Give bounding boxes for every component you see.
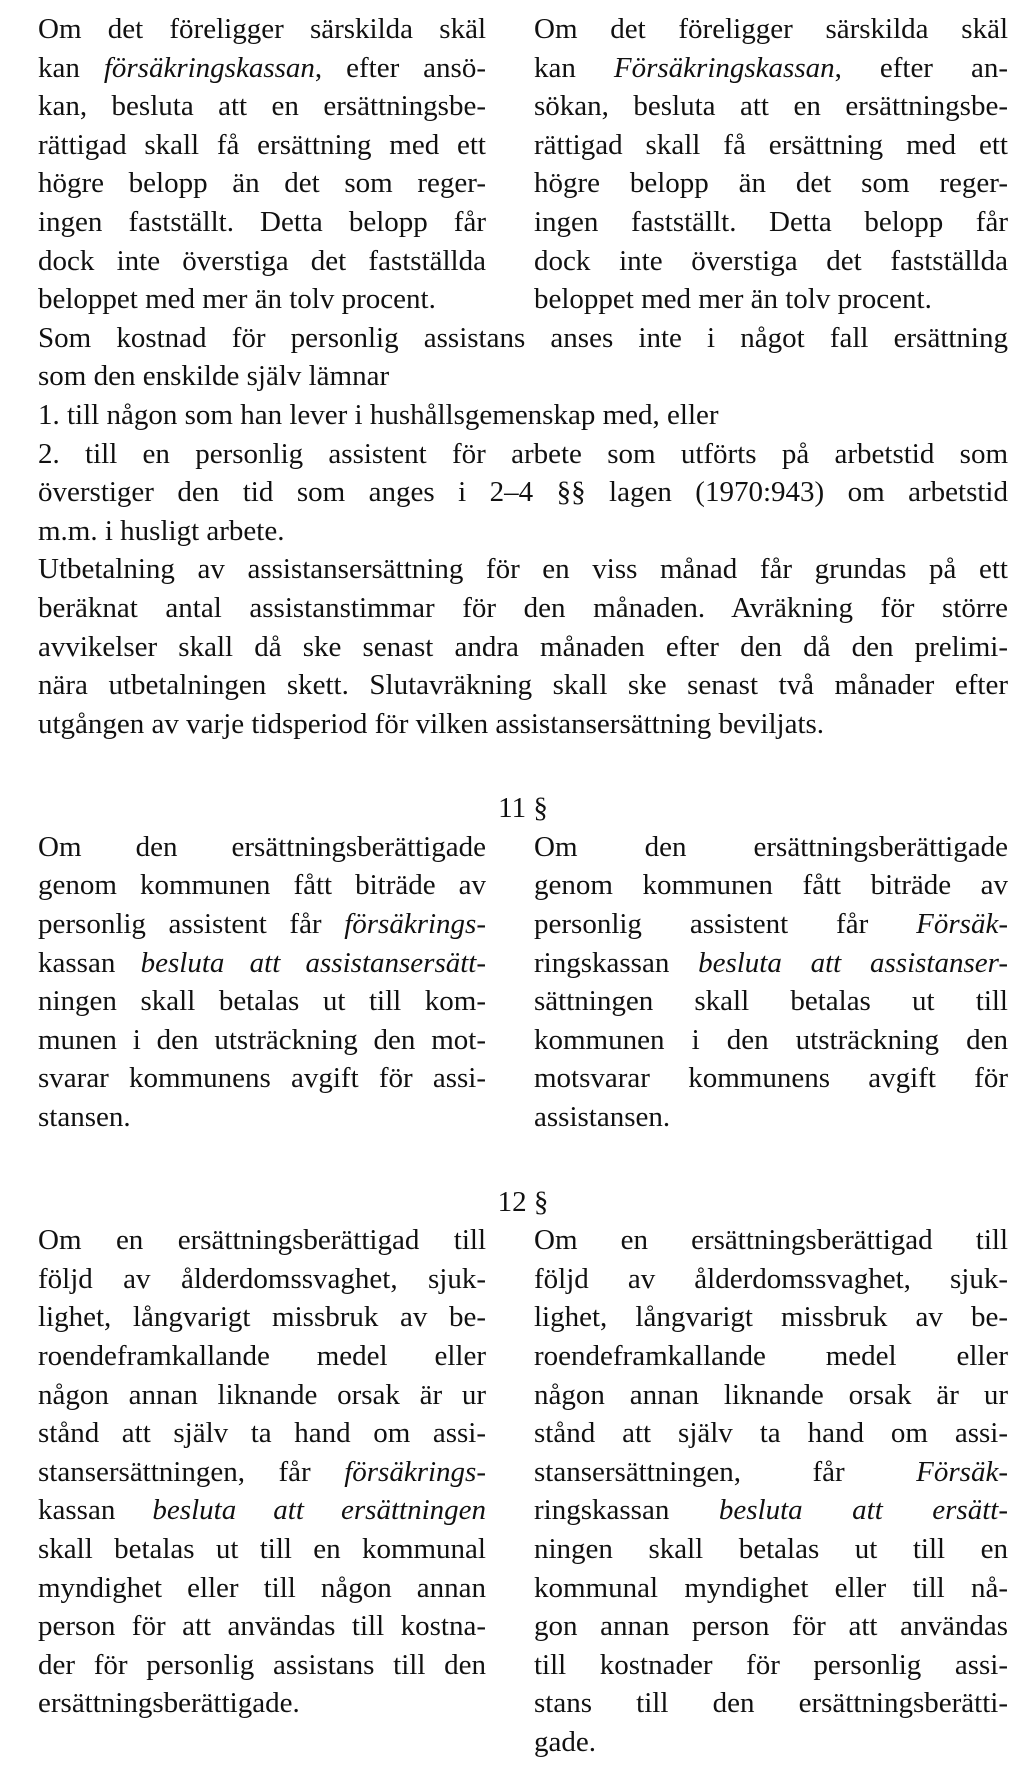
text-line: någon annan liknande orsak är ur <box>38 1378 486 1411</box>
text-line: skall betalas ut till en kommunal <box>38 1532 486 1565</box>
text-line: ningen skall betalas ut till en <box>534 1532 1008 1565</box>
text-line: munen i den utsträckning den mot- <box>38 1023 486 1056</box>
text-line: roendeframkallande medel eller <box>534 1340 1008 1372</box>
text-line: ringskassan besluta att ersätt- <box>534 1494 1008 1527</box>
text-line: överstiger den tid som anges i 2–4 §§ lagen (1970:943) om arbetstid <box>38 476 1008 509</box>
text-line: stånd att själv ta hand om assi- <box>534 1417 1008 1450</box>
text-line: följd av ålderdomssvaghet, sjuk- <box>38 1262 486 1295</box>
left-column-section-11 <box>38 828 486 1137</box>
text-line: högre belopp än det som reger- <box>38 167 486 200</box>
text-line: dock inte överstiga det fastställda <box>38 244 486 277</box>
text-line: Om en ersättningsberättigad till <box>38 1224 486 1257</box>
text-line: m.m. i husligt arbete. <box>38 514 285 547</box>
italic-term: besluta att ersätt- <box>669 1494 1008 1527</box>
italic-term: Försäk- <box>916 1455 1008 1488</box>
text-line: personlig assistent får försäkrings- <box>38 908 486 941</box>
text-line: Om den ersättningsberättigade <box>534 830 1008 863</box>
text-line: Om det föreligger särskilda skäl <box>534 13 1008 45</box>
text-line: rättigad skall få ersättning med ett <box>534 128 1008 161</box>
text-line: ringskassan besluta att assistanser- <box>534 946 1008 979</box>
italic-term: försäkringskassan <box>103 51 315 84</box>
text-line: lighet, långvarigt missbruk av be- <box>38 1301 486 1334</box>
text-line: myndighet eller till någon annan <box>38 1571 486 1604</box>
text-line: stansersättningen, får försäkrings- <box>38 1455 486 1488</box>
italic-term: besluta att ersättningen <box>115 1494 486 1527</box>
text-line: kommunal myndighet eller till nå- <box>534 1571 1008 1604</box>
text-line: Om en ersättningsberättigad till <box>534 1224 1008 1257</box>
text-line: följd av ålderdomssvaghet, sjuk- <box>534 1262 1008 1295</box>
text-line: kan Försäkringskassan, efter an- <box>534 51 1008 84</box>
text-line: sättningen skall betalas ut till <box>534 985 1008 1018</box>
text-line: person för att användas till kostna- <box>38 1610 486 1643</box>
text-line: kassan besluta att ersättningen <box>38 1494 486 1527</box>
text-line: svarar kommunens avgift för assi- <box>38 1062 486 1095</box>
text-line: gon annan person för att användas <box>534 1610 1008 1643</box>
section-10-columns <box>38 10 1008 319</box>
text-line: genom kommunen fått biträde av <box>38 869 486 902</box>
right-column-section-12 <box>534 1221 1008 1761</box>
text-line: kassan besluta att assistansersätt- <box>38 946 486 979</box>
text-line: avvikelser skall då ske senast andra månaden efter den då den prelimi- <box>38 630 1008 663</box>
text-line: någon annan liknande orsak är ur <box>534 1378 1008 1411</box>
italic-term: besluta att assistanser- <box>669 946 1008 979</box>
text-line: till kostnader för personlig assi- <box>534 1648 1008 1681</box>
text-line: kommunen i den utsträckning den <box>534 1023 1008 1056</box>
text-line: gade. <box>534 1725 596 1758</box>
right-column-section-10 <box>534 10 1008 319</box>
text-line: Om den ersättningsberättigade <box>38 830 486 863</box>
text-line: ersättningsberättigade. <box>38 1687 300 1720</box>
text-line: som den enskilde själv lämnar <box>38 360 390 393</box>
text-line: sökan, besluta att en ersättningsbe- <box>534 90 1008 123</box>
right-column-section-11 <box>534 828 1008 1137</box>
italic-term: Försäk- <box>916 908 1008 941</box>
text-line: beloppet med mer än tolv procent. <box>38 283 436 316</box>
text-line: dock inte överstiga det fastställda <box>534 244 1008 277</box>
italic-term: besluta att assistansersätt- <box>115 946 486 979</box>
text-line: stånd att själv ta hand om assi- <box>38 1417 486 1450</box>
text-line: stans till den ersättningsberätti- <box>534 1687 1008 1720</box>
text-line: 1. till någon som han lever i hushållsgemenskap med, eller <box>38 398 719 431</box>
text-line: der för personlig assistans till den <box>38 1648 486 1681</box>
document-page <box>38 10 1008 1762</box>
section-12-columns <box>38 1221 1008 1761</box>
text-line: ingen fastställt. Detta belopp får <box>38 205 486 238</box>
italic-term: försäkrings- <box>344 1455 486 1488</box>
text-line: personlig assistent får Försäk- <box>534 908 1008 941</box>
text-line: Utbetalning av assistansersättning för en viss månad får grundas på ett <box>38 553 1008 586</box>
text-line: genom kommunen fått biträde av <box>534 869 1008 902</box>
text-line: 2. till en personlig assistent för arbete som utförts på arbetstid som <box>38 437 1008 470</box>
section-heading-12: 12 § <box>497 1185 549 1218</box>
text-line: lighet, långvarigt missbruk av be- <box>534 1301 1008 1334</box>
left-column-section-10 <box>38 10 486 319</box>
text-line: stansersättningen, får Försäk- <box>534 1455 1008 1488</box>
text-line: nära utbetalningen skett. Slutavräkning skall ske senast två månader efter <box>38 669 1008 702</box>
left-column-section-12 <box>38 1221 486 1761</box>
text-line: rättigad skall få ersättning med ett <box>38 128 486 161</box>
text-line: Om det föreligger särskilda skäl <box>38 13 486 45</box>
text-line: högre belopp än det som reger- <box>534 167 1008 200</box>
common-text-block <box>38 319 1008 744</box>
text-line: roendeframkallande medel eller <box>38 1340 486 1372</box>
text-line: ningen skall betalas ut till kom- <box>38 985 486 1018</box>
text-line: utgången av varje tidsperiod för vilken assistansersättning beviljats. <box>38 707 825 740</box>
text-line: assistansen. <box>534 1101 671 1134</box>
section-11-columns <box>38 828 1008 1137</box>
text-line: kan, besluta att en ersättningsbe- <box>38 90 486 123</box>
text-line: beräknat antal assistanstimmar för den månaden. Avräkning för större <box>38 591 1008 624</box>
text-line: Som kostnad för personlig assistans anses inte i något fall ersättning <box>38 321 1008 354</box>
italic-term: försäkrings- <box>344 908 486 941</box>
italic-term: Försäkringskassan <box>613 51 835 84</box>
section-heading-11: 11 § <box>498 792 548 825</box>
text-line: stansen. <box>38 1101 131 1134</box>
text-line: ingen fastställt. Detta belopp får <box>534 205 1008 238</box>
text-line: kan försäkringskassan, efter ansö- <box>38 51 486 84</box>
text-line: beloppet med mer än tolv procent. <box>534 283 932 316</box>
text-line: motsvarar kommunens avgift för <box>534 1062 1008 1095</box>
